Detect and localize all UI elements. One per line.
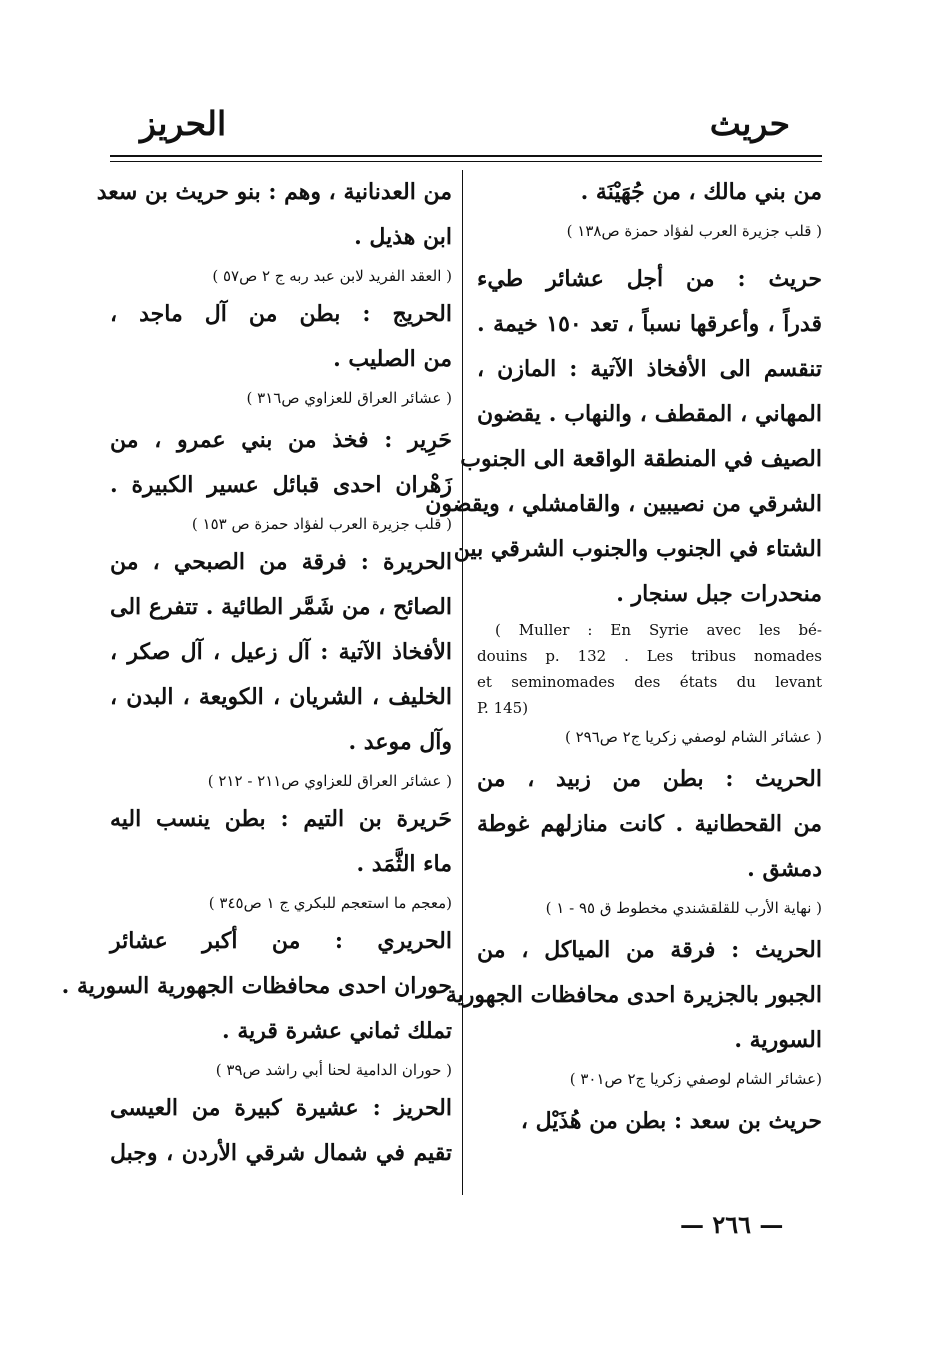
page-number: — ٢٦٦ — — [680, 1210, 784, 1239]
latin-citation: P. 145) — [477, 699, 529, 717]
entry-text: من الصليب . — [333, 346, 452, 372]
source-citation: ( قلب جزيرة العرب لفؤاد حمزة ص١٣٨ ) — [566, 222, 822, 240]
entry-text: الشتاء في الجنوب والجنوب الشرقي بين — [453, 536, 822, 562]
latin-citation: ( Muller : En Syrie avec les bé- — [495, 621, 822, 639]
entry-text: من العدنانية ، وهم : بنو حريث بن سعد — [96, 179, 452, 205]
entry-text: الشرقي من نصيبين ، والقامشلي ، ويقضون — [425, 491, 822, 517]
entry-text: الصيف في المنطقة الواقعة الى الجنوب — [460, 446, 822, 472]
source-citation: ( حوران الدامية لحنا أبي راشد ص٣٩ ) — [215, 1061, 452, 1079]
latin-citation: douins p. 132 . Les tribus nomades — [477, 647, 822, 665]
entry-text: المهاني ، المقطف ، والنهاب . يقضون — [477, 401, 822, 427]
entry-text: دمشق . — [747, 856, 822, 882]
source-citation: ( عشائر العراق للعزاوي ص٢١١ - ٢١٢ ) — [207, 772, 452, 790]
entry-heading: حَرِير : فخذ من بني عمرو ، من — [110, 427, 452, 453]
source-citation: ( قلب جزيرة العرب لفؤاد حمزة ص ١٥٣ ) — [191, 515, 452, 533]
entry-heading: الحريز : عشيرة كبيرة من العيسى — [110, 1095, 452, 1121]
entry-text: حوران احدى محافظات الجهورية السورية . — [61, 973, 452, 999]
entry-text: الأفخاذ الآتية : آل زعيل ، آل صكر ، — [110, 639, 452, 665]
entry-heading: الحريرة : فرقة من الصبحي ، من — [110, 549, 452, 575]
entry-text: وآل موعد . — [348, 729, 452, 755]
header-rule-thick — [110, 155, 822, 157]
column-separator — [462, 170, 463, 1195]
running-header-right: حريث — [709, 104, 790, 143]
entry-text: تقيم في شمال شرقي الأردن ، وجبل — [110, 1140, 452, 1166]
entry-heading: حَريرة بن التيم : بطن ينسب اليه — [110, 806, 452, 832]
entry-heading: الحريج : بطن من آل ماجد ، — [110, 301, 452, 327]
entry-text: زَهْران احدى قبائل عسير الكبيرة . — [110, 472, 452, 498]
entry-text: الخليف ، الشريان ، الكويعة ، البدن ، — [110, 684, 452, 710]
source-citation: (معجم ما استعجم للبكري ج ١ ص٣٤٥ ) — [208, 894, 452, 912]
source-citation: ( العقد الفريد لابن عبد ربه ج ٢ ص٥٧ ) — [212, 267, 452, 285]
source-citation: (عشائر الشام لوصفي زكريا ج٢ ص٣٠١ ) — [569, 1070, 822, 1088]
left-column — [61, 170, 452, 1176]
entry-heading: حريث : من أجل عشائر طيء — [477, 266, 822, 292]
entry-text: منحدرات جبل سنجار . — [616, 581, 822, 607]
entry-text: تملك ثماني عشرة قرية . — [222, 1018, 452, 1044]
entry-heading: الحريث : فرقة من المياكل ، من — [477, 937, 822, 963]
entry-text: السورية . — [734, 1027, 822, 1053]
entry-text: من بني مالك ، من جُهَيْنَة . — [580, 179, 822, 205]
entry-text: الجبور بالجزيرة احدى محافظات الجهورية — [445, 982, 822, 1008]
entry-text: ماء الثَّمَد . — [356, 851, 452, 877]
header-rule-thin — [110, 161, 822, 162]
entry-text: قدراً ، وأعرقها نسباً ، تعد ١٥٠ خيمة . — [477, 311, 822, 337]
entry-text: ابن هذيل . — [354, 224, 452, 250]
entry-text: تنقسم الى الأفخاذ الآتية : المازن ، — [477, 356, 822, 382]
source-citation: ( عشائر الشام لوصفي زكريا ج٢ ص٢٩٦ ) — [564, 728, 822, 746]
source-citation: ( نهاية الأرب للقلقشندي مخطوط ق ٩٥ - ١ ) — [545, 899, 822, 917]
entry-heading: الحريث : بطن من زبيد ، من — [477, 766, 822, 792]
source-citation: ( عشائر العراق للعزاوي ص٣١٦ ) — [246, 389, 452, 407]
entry-text: من القحطانية . كانت منازلهم غوطة — [477, 811, 822, 837]
running-header-left: الحريز — [140, 104, 227, 143]
entry-text: الصائح ، من شَمَّر الطائية . تتفرع الى — [110, 594, 452, 620]
right-column — [425, 170, 822, 1144]
entry-heading: الحريري : من أكبر عشائر — [110, 928, 452, 954]
latin-citation: et seminomades des états du levant — [477, 673, 822, 691]
entry-heading: حريث بن سعد : بطن من هُذَيْل ، — [520, 1108, 822, 1134]
